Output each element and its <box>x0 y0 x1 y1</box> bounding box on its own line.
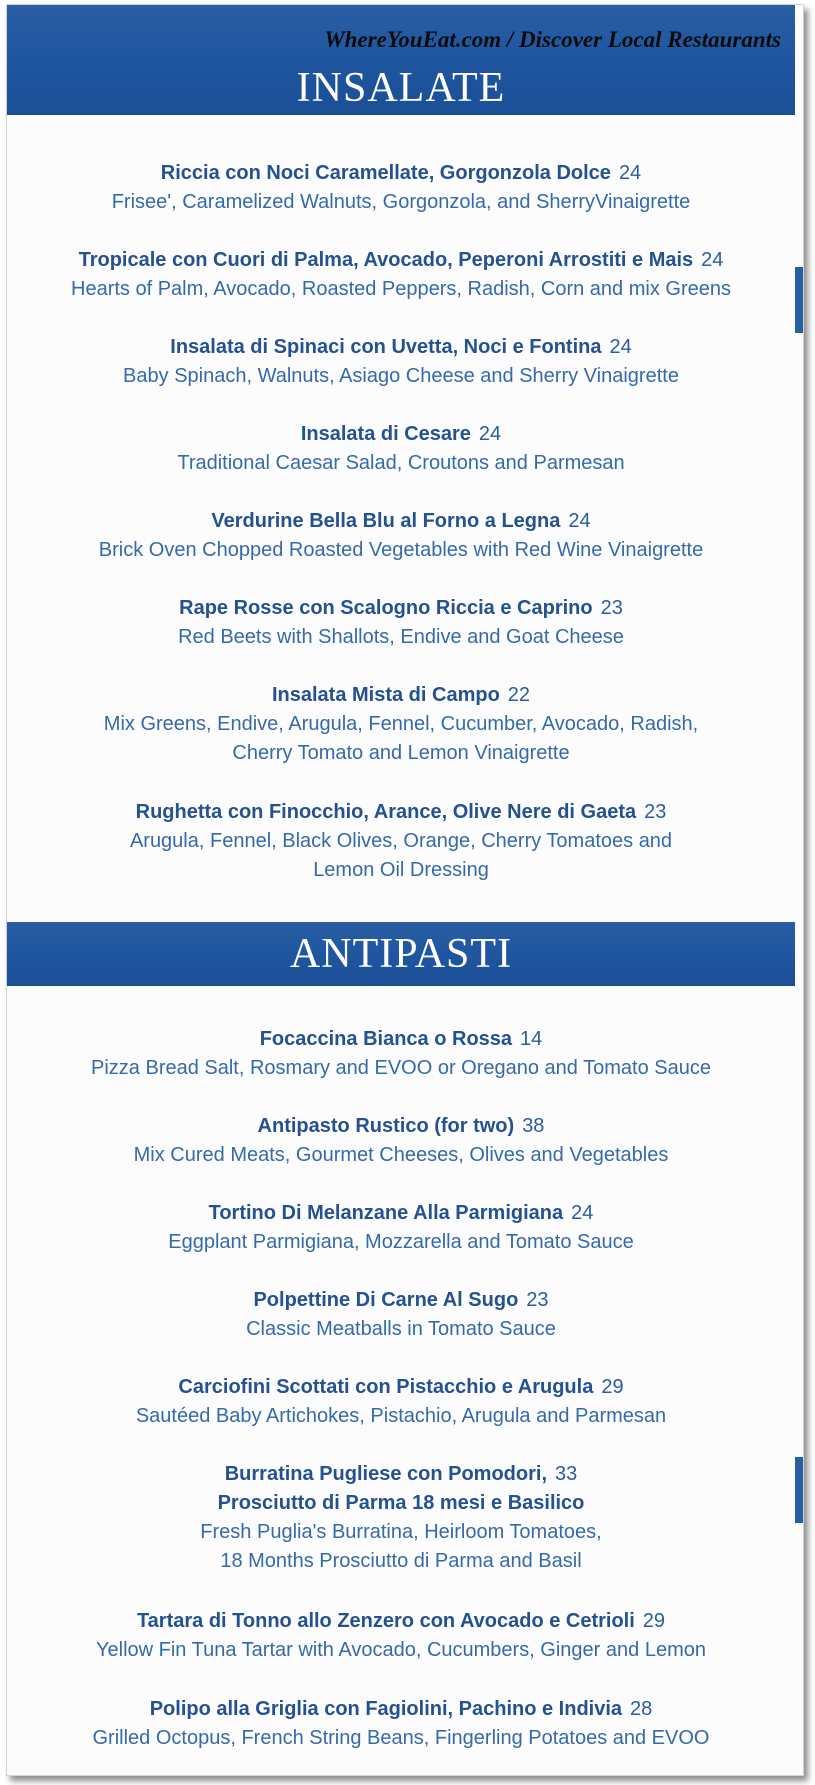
item-name: Carciofini Scottati con Pistacchio e Arugula <box>178 1376 594 1398</box>
insalate-header-band <box>7 5 795 115</box>
item-description: Baby Spinach, Walnuts, Asiago Cheese and Sherry Vinaigrette <box>123 365 679 387</box>
item-description: Grilled Octopus, French String Beans, Fingerling Potatoes and EVOO <box>92 1727 710 1749</box>
item-name: Riccia con Noci Caramellate, Gorgonzola Dolce <box>160 162 611 184</box>
item-name: Polpettine Di Carne Al Sugo <box>253 1289 519 1311</box>
item-price: 23 <box>600 597 623 619</box>
item-description: Arugula, Fennel, Black Olives, Orange, Cherry Tomatoes and <box>129 830 673 852</box>
menu-item <box>7 159 795 217</box>
menu-item <box>7 1025 795 1083</box>
item-name: Insalata Mista di Campo <box>271 684 500 706</box>
menu-item <box>7 1286 795 1344</box>
menu-item <box>7 420 795 478</box>
item-price: 24 <box>609 336 632 358</box>
page-edge-mark <box>795 267 803 333</box>
page-edge-mark <box>795 1457 803 1523</box>
item-description: Lemon Oil Dressing <box>313 859 489 881</box>
item-price: 24 <box>701 249 724 271</box>
item-name: Insalata di Spinaci con Uvetta, Noci e Fontina <box>170 336 602 358</box>
item-description: Mix Greens, Endive, Arugula, Fennel, Cucumber, Avocado, Radish, <box>103 713 699 735</box>
item-name: Rughetta con Finocchio, Arance, Olive Nere di Gaeta <box>135 801 637 823</box>
item-name: Insalata di Cesare <box>300 423 471 445</box>
menu-item <box>7 1199 795 1257</box>
item-price: 24 <box>568 510 591 532</box>
item-description: Fresh Puglia's Burratina, Heirloom Tomatoes, <box>200 1521 602 1543</box>
menu-item <box>7 1373 795 1431</box>
item-price: 38 <box>522 1115 545 1137</box>
item-name: Verdurine Bella Blu al Forno a Legna <box>211 510 561 532</box>
antipasti-header-band <box>7 922 795 986</box>
item-description: Traditional Caesar Salad, Croutons and Parmesan <box>177 452 625 474</box>
menu-item <box>7 1607 795 1665</box>
menu-item <box>7 1112 795 1170</box>
menu-item <box>7 798 795 885</box>
item-name-line-2: Prosciutto di Parma 18 mesi e Basilico <box>217 1492 585 1514</box>
item-name: Focaccina Bianca o Rossa <box>259 1028 513 1050</box>
watermark: WhereYouEat.com / Discover Local Restaurants <box>324 27 781 52</box>
menu-item <box>7 507 795 565</box>
item-name: Antipasto Rustico (for two) <box>257 1115 515 1137</box>
item-price: 24 <box>478 423 502 445</box>
item-description: Frisee', Caramelized Walnuts, Gorgonzola, and SherryVinaigrette <box>111 191 691 213</box>
item-description: Mix Cured Meats, Gourmet Cheeses, Olives and Vegetables <box>133 1144 669 1166</box>
item-name: Tartara di Tonno allo Zenzero con Avocado e Cetrioli <box>136 1610 635 1632</box>
item-description: Eggplant Parmigiana, Mozzarella and Tomato Sauce <box>168 1231 634 1253</box>
item-description: Pizza Bread Salt, Rosmary and EVOO or Oregano and Tomato Sauce <box>91 1057 711 1079</box>
insalate-title: INSALATE <box>296 65 506 111</box>
item-description: Sautéed Baby Artichokes, Pistachio, Arugula and Parmesan <box>135 1405 667 1427</box>
item-price: 33 <box>555 1463 578 1485</box>
item-description: Brick Oven Chopped Roasted Vegetables with Red Wine Vinaigrette <box>98 539 704 561</box>
item-name: Tortino Di Melanzane Alla Parmigiana <box>208 1202 564 1224</box>
item-name: Tropicale con Cuori di Palma, Avocado, Peperoni Arrostiti e Mais <box>78 249 694 271</box>
item-price: 23 <box>526 1289 549 1311</box>
menu-item <box>7 246 795 304</box>
menu-item <box>7 333 795 391</box>
menu-item <box>7 1460 795 1576</box>
menu-page <box>6 4 804 1776</box>
item-description: Yellow Fin Tuna Tartar with Avocado, Cucumbers, Ginger and Lemon <box>96 1639 706 1661</box>
item-description: Cherry Tomato and Lemon Vinaigrette <box>232 742 570 764</box>
item-price: 23 <box>644 801 667 823</box>
item-price: 28 <box>630 1698 653 1720</box>
item-name: Polipo alla Griglia con Fagiolini, Pachino e Indivia <box>149 1698 623 1720</box>
item-price: 24 <box>571 1202 594 1224</box>
item-name: Burratina Pugliese con Pomodori, <box>224 1463 548 1485</box>
item-price: 29 <box>642 1610 666 1632</box>
item-description: 18 Months Prosciutto di Parma and Basil <box>220 1550 582 1572</box>
menu-item <box>7 681 795 768</box>
item-price: 24 <box>618 162 642 184</box>
item-name: Rape Rosse con Scalogno Riccia e Caprino <box>179 597 593 619</box>
item-description: Red Beets with Shallots, Endive and Goat Cheese <box>178 626 624 648</box>
item-price: 29 <box>601 1376 624 1398</box>
menu-item <box>7 594 795 652</box>
item-description: Hearts of Palm, Avocado, Roasted Peppers, Radish, Corn and mix Greens <box>71 278 731 300</box>
item-description: Classic Meatballs in Tomato Sauce <box>246 1318 556 1340</box>
item-price: 22 <box>507 684 531 706</box>
menu-item <box>7 1695 795 1753</box>
antipasti-title: ANTIPASTI <box>289 931 513 977</box>
item-price: 14 <box>520 1028 543 1050</box>
